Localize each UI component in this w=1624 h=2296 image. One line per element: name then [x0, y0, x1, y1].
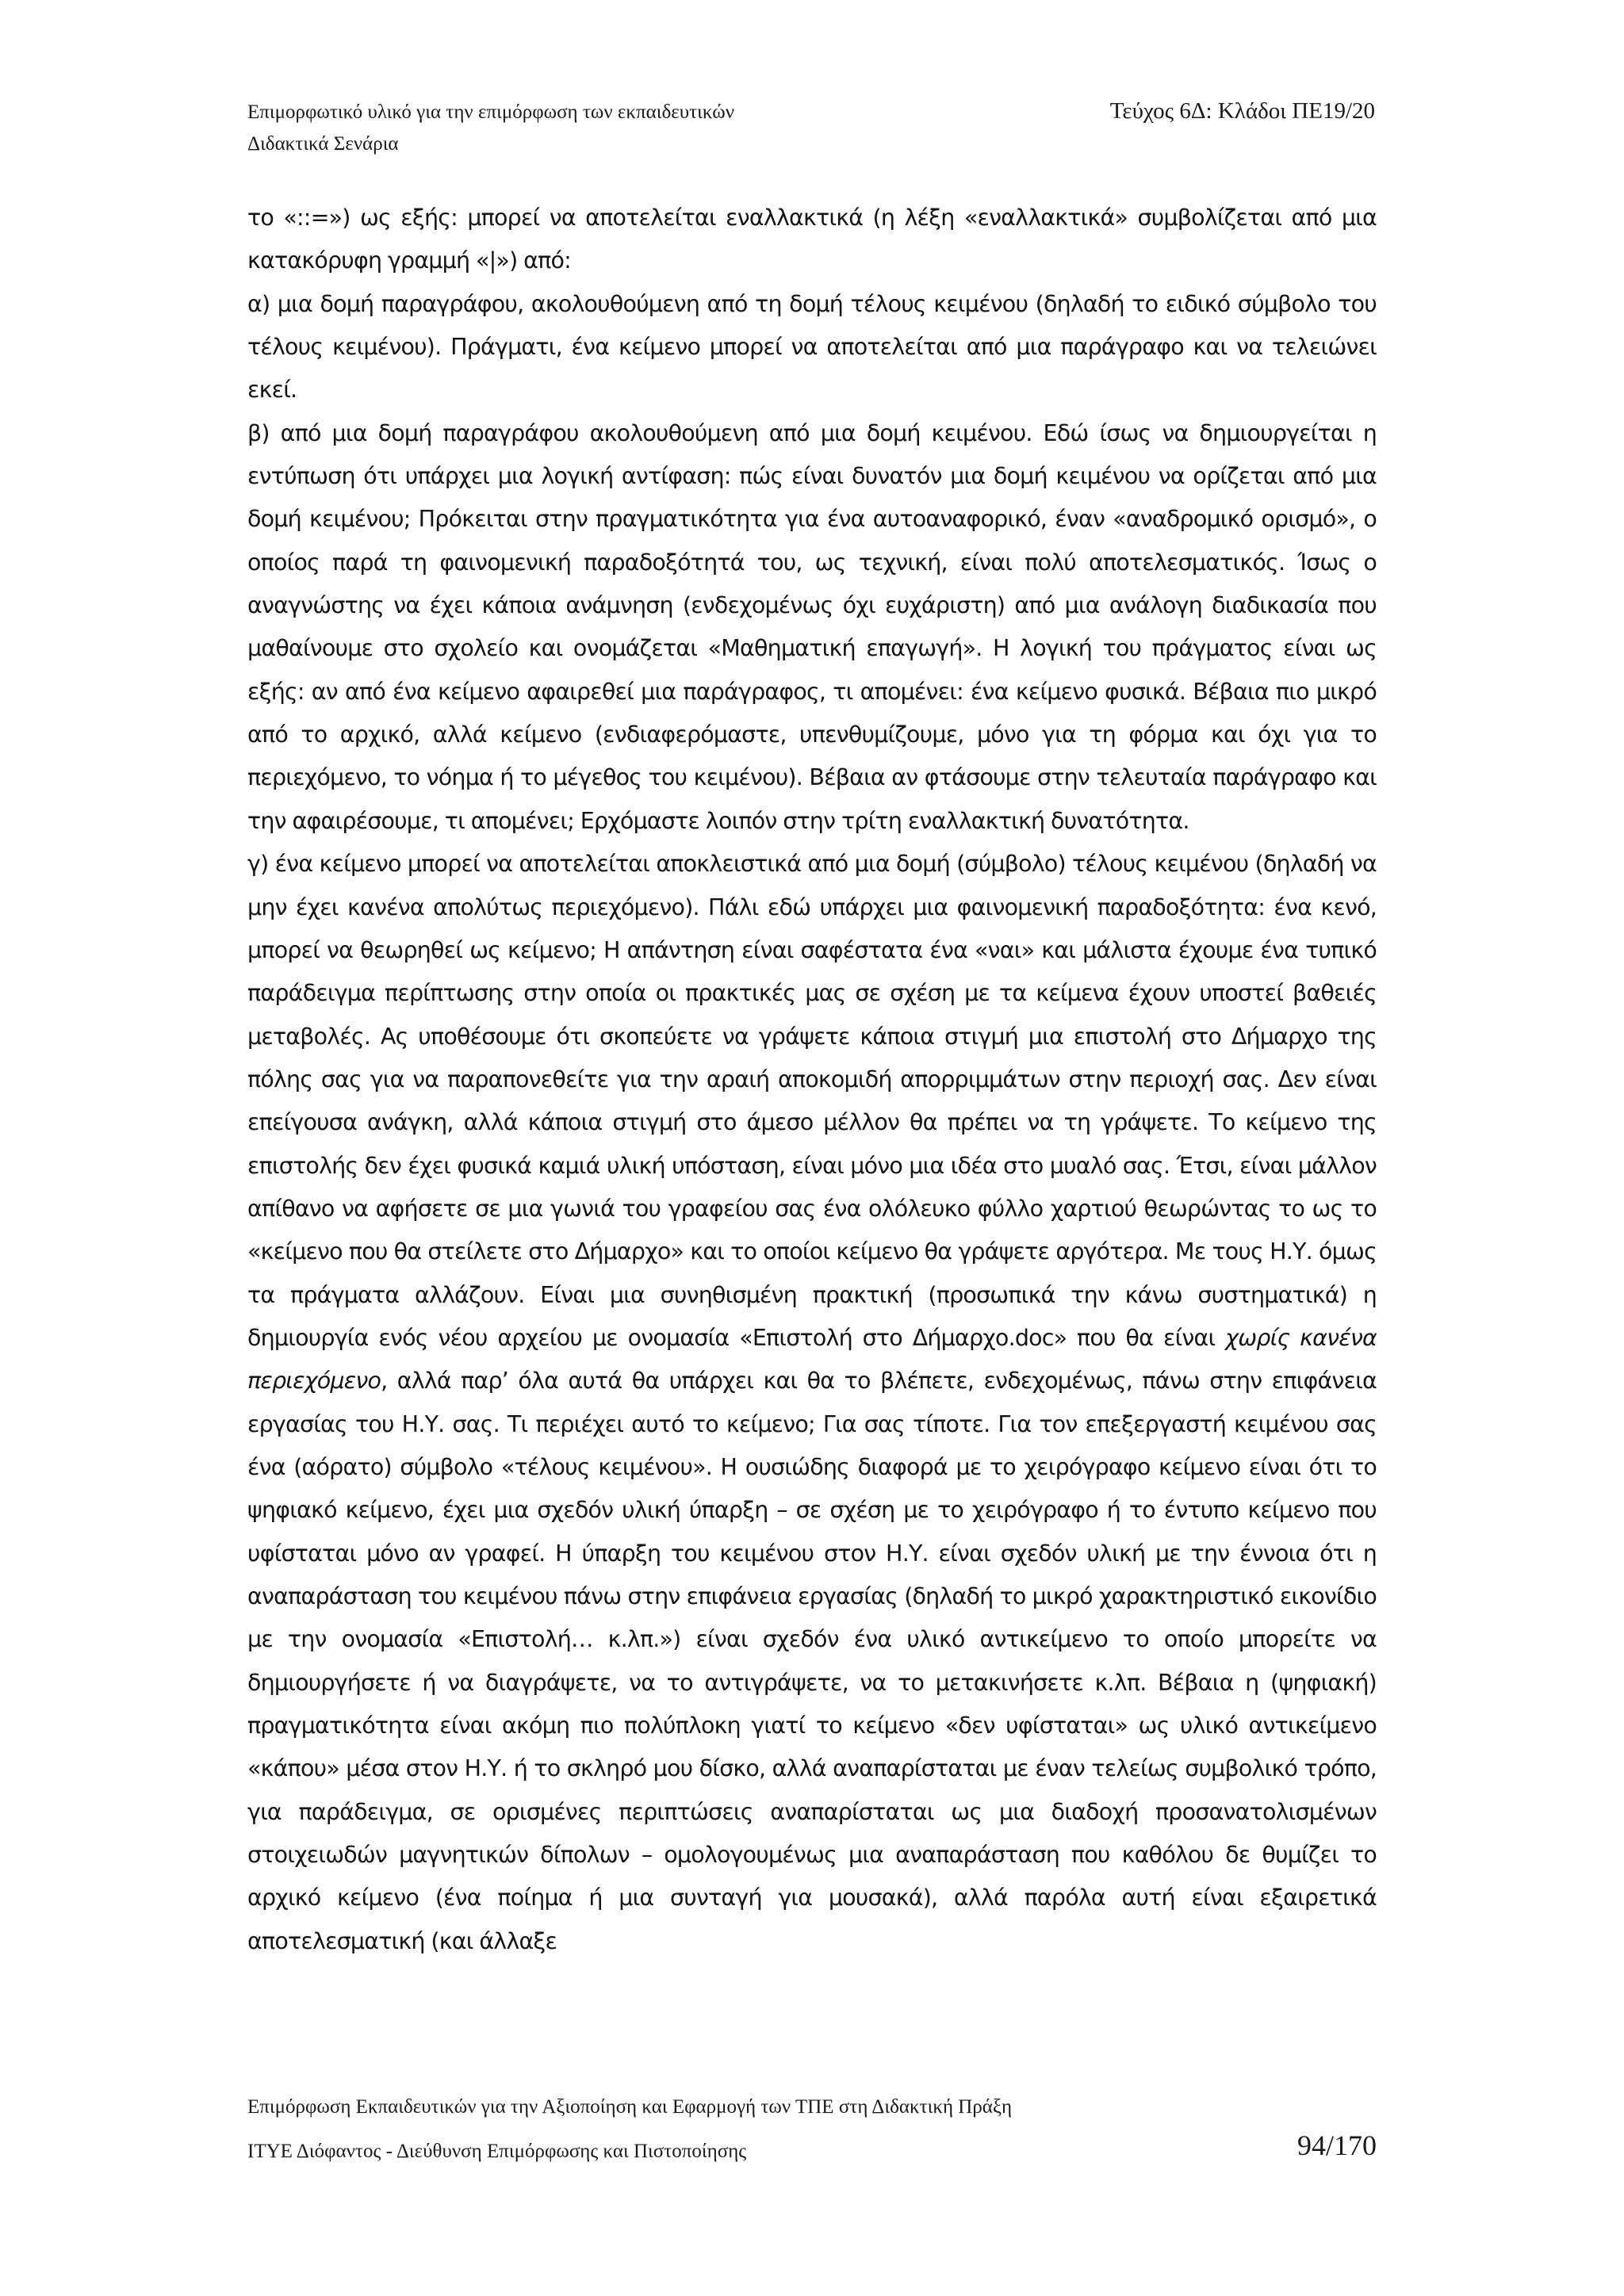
- paragraph-b: β) από μια δομή παραγράφου ακολουθούμενη από μια δομή κειμένου. Εδώ ίσως να δημιουργείται η εντύπωση ότι υπάρχει μια λογική αντίφαση: πώς είναι δυνατόν μια δομή κειμένου να ορίζεται από μια δομή κειμένου; Πρόκειται στην πραγματικότητα για ένα αυτοαναφορικό, έναν «αναδρομικό ορισμό», ο οποίος παρά τη φαινομενική παραδοξότητά του, ως τεχνική, είναι πολύ αποτελεσματικός. Ίσως ο αναγνώστης να έχει κάποια ανάμνηση (ενδεχομένως όχι ευχάριστη) από μια ανάλογη διαδικασία που μαθαίνουμε στο σχολείο και ονομάζεται «Μαθηματική επαγωγή». Η λογική του πράγματος είναι ως εξής: αν από ένα κείμενο αφαιρεθεί μια παράγραφος, τι απομένει: ένα κείμενο φυσικά. Βέβαια πιο μικρό από το αρχικό, αλλά κείμενο (ενδιαφερόμαστε, υπενθυμίζουμε, μόνο για τη φόρμα και όχι για το περιεχόμενο, το νόημα ή το μέγεθος του κειμένου). Βέβαια αν φτάσουμε στην τελευταία παράγραφο και την αφαιρέσουμε, τι απομένει; Ερχόμαστε λοιπόν στην τρίτη εναλλακτική δυνατότητα.: [247, 419, 1377, 834]
- body-text: [247, 197, 1377, 1963]
- paragraph-a: α) μια δομή παραγράφου, ακολουθούμενη από τη δομή τέλους κειμένου (δηλαδή το ειδικό σύμβολο του τέλους κειμένου). Πράγματι, ένα κείμενο μπορεί να αποτελείται από μια παράγραφο και να τελειώνει εκεί.: [247, 290, 1377, 404]
- running-header-left: [247, 97, 734, 160]
- paragraph-intro: το «::=») ως εξής: μπορεί να αποτελείται εναλλακτικά (η λέξη «εναλλακτικά» συμβολίζεται από μια κατακόρυφη γραμμή «|») από:: [247, 205, 1377, 274]
- header-title: Επιμορφωτικό υλικό για την επιμόρφωση των εκπαιδευτικών: [247, 101, 735, 123]
- running-header-right: Τεύχος 6Δ: Κλάδοι ΠΕ19/20: [1109, 98, 1375, 124]
- paragraph-c: [247, 843, 1377, 1963]
- footer-organization: ΙΤΥΕ Διόφαντος - Διεύθυνση Επιμόρφωσης και Πιστοποίησης: [247, 2141, 747, 2162]
- paragraph-c-text-end: , αλλά παρ’ όλα αυτά θα υπάρχει και θα το βλέπετε, ενδεχομένως, πάνω στην επιφάνεια εργασίας του Η.Υ. σας. Τι περιέχει αυτό το κείμενο; Για σας τίποτε. Για τον επεξεργαστή κειμένου σας ένα (αόρατο) σύμβολο «τέλους κειμένου». Η ουσιώδης διαφορά με το χειρόγραφο κείμενο είναι ότι το ψηφιακό κείμενο, έχει μια σχεδόν υλική ύπαρξη – σε σχέση με το χειρόγραφο ή το έντυπο κείμενο που υφίσταται μόνο αν γραφεί. Η ύπαρξη του κειμένου στον Η.Υ. είναι σχεδόν υλική με την έννοια ότι η αναπαράσταση του κειμένου πάνω στην επιφάνεια εργασίας (δηλαδή το μικρό χαρακτηριστικό εικονίδιο με την ονομασία «Επιστολή… κ.λπ.») είναι σχεδόν ένα υλικό αντικείμενο το οποίο μπορείτε να δημιουργήσετε ή να διαγράψετε, να το αντιγράψετε, να το μετακινήσετε κ.λπ. Βέβαια η (ψηφιακή) πραγματικότητα είναι ακόμη πιο πολύπλοκη γιατί το κείμενο «δεν υφίσταται» ως υλικό αντικείμενο «κάπου» μέσα στον Η.Υ. ή το σκληρό μου δίσκο, αλλά αναπαρίσταται με έναν τελείως συμβολικό τρόπο, για παράδειγμα, σε ορισμένες περιπτώσεις αναπαρίσταται ως μια διαδοχή προσανατολισμένων στοιχειωδών μαγνητικών δίπολων – ομολογουμένως μια αναπαράσταση που καθόλου δε θυμίζει το αρχικό κείμενο (ένα ποίημα ή μια συνταγή για μουσακά), αλλά παρόλα αυτή είναι εξαιρετικά αποτελεσματική (και άλλαξε: [247, 1368, 1377, 1954]
- paragraph-c-text-start: γ) ένα κείμενο μπορεί να αποτελείται αποκλειστικά από μια δομή (σύμβολο) τέλους κειμένου (δηλαδή να μην έχει κανένα απολύτως περιεχόμενο). Πάλι εδώ υπάρχει μια φαινομενική παραδοξότητα: ένα κενό, μπορεί να θεωρηθεί ως κείμενο; Η απάντηση είναι σαφέστατα ένα «ναι» και μάλιστα έχουμε ένα τυπικό παράδειγμα περίπτωσης στην οποία οι πρακτικές μας σε σχέση με τα κείμενα έχουν υποστεί βαθειές μεταβολές. Ας υποθέσουμε ότι σκοπεύετε να γράψετε κάποια στιγμή μια επιστολή στο Δήμαρχο της πόλης σας για να παραπονεθείτε για την αραιή αποκομιδή απορριμμάτων στην περιοχή σας. Δεν είναι επείγουσα ανάγκη, αλλά κάποια στιγμή στο άμεσο μέλλον θα πρέπει να τη γράψετε. Το κείμενο της επιστολής δεν έχει φυσικά καμιά υλική υπόσταση, είναι μόνο μια ιδέα στο μυαλό σας. Έτσι, είναι μάλλον απίθανο να αφήσετε σε μια γωνιά του γραφείου σας ένα ολόλευκο φύλλο χαρτιού θεωρώντας το ως το «κείμενο που θα στείλετε στο Δήμαρχο» και το οποίοι κείμενο θα γράψετε αργότερα. Με τους Η.Υ. όμως τα πράγματα αλλάζουν. Είναι μια συνηθισμένη πρακτική (προσωπικά την κάνω συστηματικά) η δημιουργία ενός νέου αρχείου με ονομασία «Επιστολή στο Δήμαρχο.doc» που θα είναι: [247, 851, 1377, 1351]
- header-subtitle: Διδακτικά Σενάρια: [247, 133, 399, 155]
- emphasis-text: χωρίς κανένα περιεχόμενο: [247, 1324, 1377, 1395]
- page-number: 94/170: [1297, 2130, 1377, 2161]
- footer-program-title: Επιμόρφωση Εκπαιδευτικών για την Αξιοποίηση και Εφαρμογή των ΤΠΕ στη Διδακτική Πράξη: [247, 2096, 1013, 2118]
